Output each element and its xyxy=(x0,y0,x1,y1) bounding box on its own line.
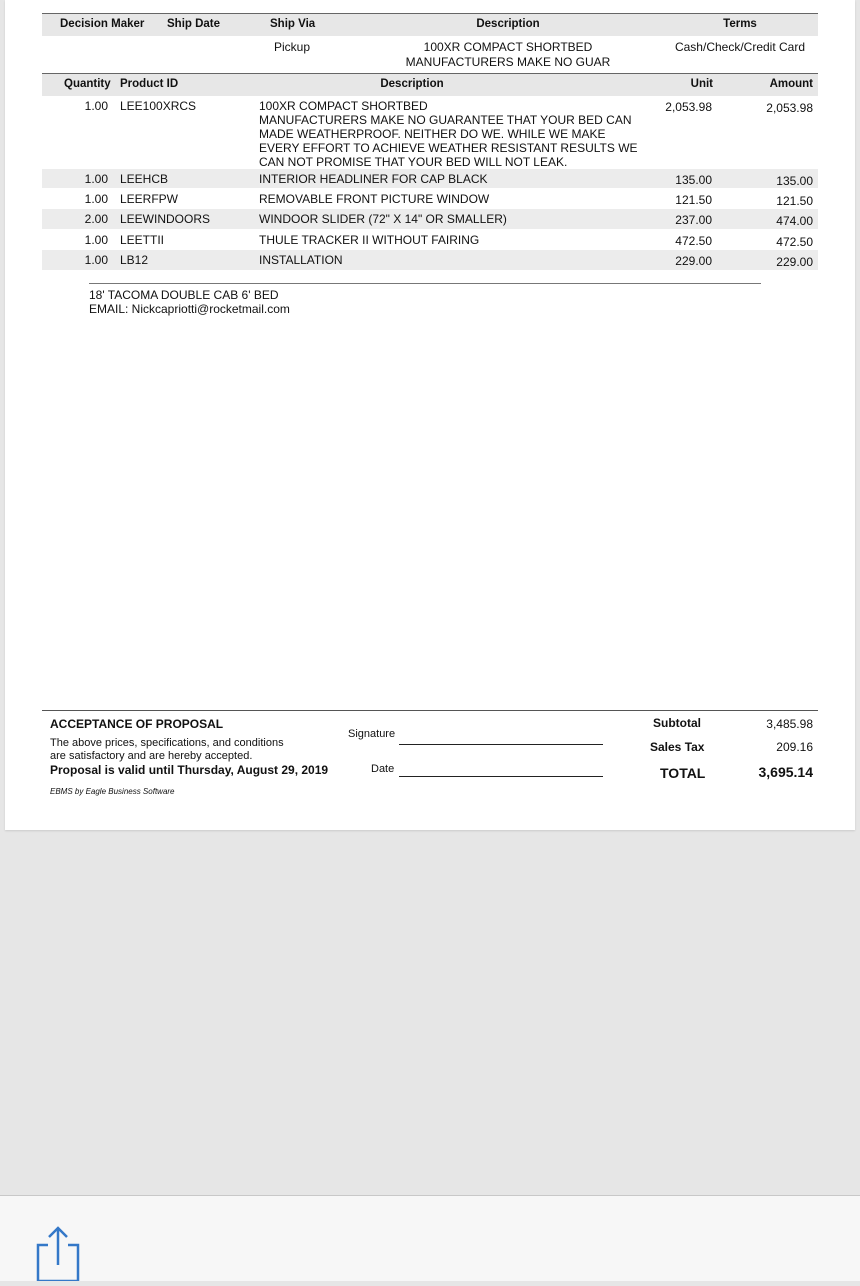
row-product-id: LB12 xyxy=(120,253,149,267)
row-description-line: REMOVABLE FRONT PICTURE WINDOW xyxy=(259,192,490,206)
col-ship-date: Ship Date xyxy=(167,18,221,30)
row-description-line: MADE WEATHERPROOF. NEITHER DO WE. WHILE WE MAKE xyxy=(259,127,606,141)
acceptance-text-line1: The above prices, specifications, and conditions xyxy=(50,737,284,749)
col-quantity: Quantity xyxy=(64,78,111,90)
valid-until: Proposal is valid until Thursday, August 29, 2019 xyxy=(50,763,329,777)
subtotal-label: Subtotal xyxy=(653,716,701,730)
row-unit: 121.50 xyxy=(675,193,712,207)
row-unit: 2,053.98 xyxy=(665,100,712,114)
footer-divider xyxy=(42,710,818,711)
notes-line2: EMAIL: Nickcapriotti@rocketmail.com xyxy=(89,302,290,316)
row-description-line: 100XR COMPACT SHORTBED xyxy=(259,99,428,113)
subtotal-value: 3,485.98 xyxy=(766,717,813,731)
terms-value: Cash/Check/Credit Card xyxy=(674,40,806,54)
header-description-line2: MANUFACTURERS MAKE NO GUAR xyxy=(405,55,611,69)
row-description-line: EVERY EFFORT TO ACHIEVE WEATHER RESISTANT RESULTS WE xyxy=(259,141,638,155)
col-decision-maker: Decision Maker xyxy=(60,18,145,30)
date-line xyxy=(399,776,603,777)
row-unit: 237.00 xyxy=(675,213,712,227)
row-amount: 474.00 xyxy=(776,214,813,228)
col-item-description: Description xyxy=(380,78,444,90)
row-product-id: LEETTII xyxy=(120,233,165,247)
row-description-line: WINDOOR SLIDER (72" X 14" OR SMALLER) xyxy=(259,212,507,226)
row-description-line: INTERIOR HEADLINER FOR CAP BLACK xyxy=(259,172,488,186)
row-amount: 135.00 xyxy=(776,174,813,188)
row-quantity: 1.00 xyxy=(84,253,108,267)
row-product-id: LEEHCB xyxy=(120,172,169,186)
row-unit: 472.50 xyxy=(675,234,712,248)
ship-via-value: Pickup xyxy=(274,40,311,54)
total-label: TOTAL xyxy=(660,765,706,781)
col-terms: Terms xyxy=(723,18,757,30)
row-quantity: 1.00 xyxy=(84,192,108,206)
row-amount: 229.00 xyxy=(776,255,813,269)
acceptance-text-line2: are satisfactory and are hereby accepted. xyxy=(50,750,253,762)
row-description-line: CAN NOT PROMISE THAT YOUR BED WILL NOT LEAK. xyxy=(259,155,568,169)
notes-line1: 18' TACOMA DOUBLE CAB 6' BED xyxy=(89,288,279,302)
sales-tax-label: Sales Tax xyxy=(650,740,705,754)
row-description-line: THULE TRACKER II WITHOUT FAIRING xyxy=(259,233,480,247)
row-product-id: LEEWINDOORS xyxy=(120,212,211,226)
date-label: Date xyxy=(371,763,395,775)
row-quantity: 1.00 xyxy=(84,172,108,186)
row-amount: 2,053.98 xyxy=(766,101,813,115)
row-amount: 472.50 xyxy=(776,235,813,249)
row-quantity: 1.00 xyxy=(84,99,108,113)
signature-label: Signature xyxy=(348,728,396,740)
col-header-description: Description xyxy=(476,18,540,30)
header-description-line1: 100XR COMPACT SHORTBED xyxy=(423,40,593,54)
row-quantity: 1.00 xyxy=(84,233,108,247)
row-product-id: LEE100XRCS xyxy=(120,99,197,113)
total-value: 3,695.14 xyxy=(758,764,813,780)
col-unit: Unit xyxy=(690,78,713,90)
share-icon xyxy=(34,1225,82,1281)
row-description-line: MANUFACTURERS MAKE NO GUARANTEE THAT YOUR BED CAN xyxy=(259,113,632,127)
row-product-id: LEERFPW xyxy=(120,192,179,206)
col-ship-via: Ship Via xyxy=(270,18,316,30)
col-amount: Amount xyxy=(769,78,813,90)
notes-divider xyxy=(89,283,761,284)
row-quantity: 2.00 xyxy=(84,212,108,226)
row-unit: 229.00 xyxy=(675,254,712,268)
acceptance-title: ACCEPTANCE OF PROPOSAL xyxy=(50,717,224,731)
row-amount: 121.50 xyxy=(776,194,813,208)
share-button[interactable] xyxy=(34,1225,82,1281)
row-description-line: INSTALLATION xyxy=(259,253,343,267)
row-unit: 135.00 xyxy=(675,173,712,187)
bottom-toolbar xyxy=(0,1195,860,1281)
document-page xyxy=(5,0,855,830)
col-product-id: Product ID xyxy=(120,78,179,90)
ebms-footer: EBMS by Eagle Business Software xyxy=(50,787,175,796)
sales-tax-value: 209.16 xyxy=(776,740,813,754)
signature-line xyxy=(399,744,603,745)
